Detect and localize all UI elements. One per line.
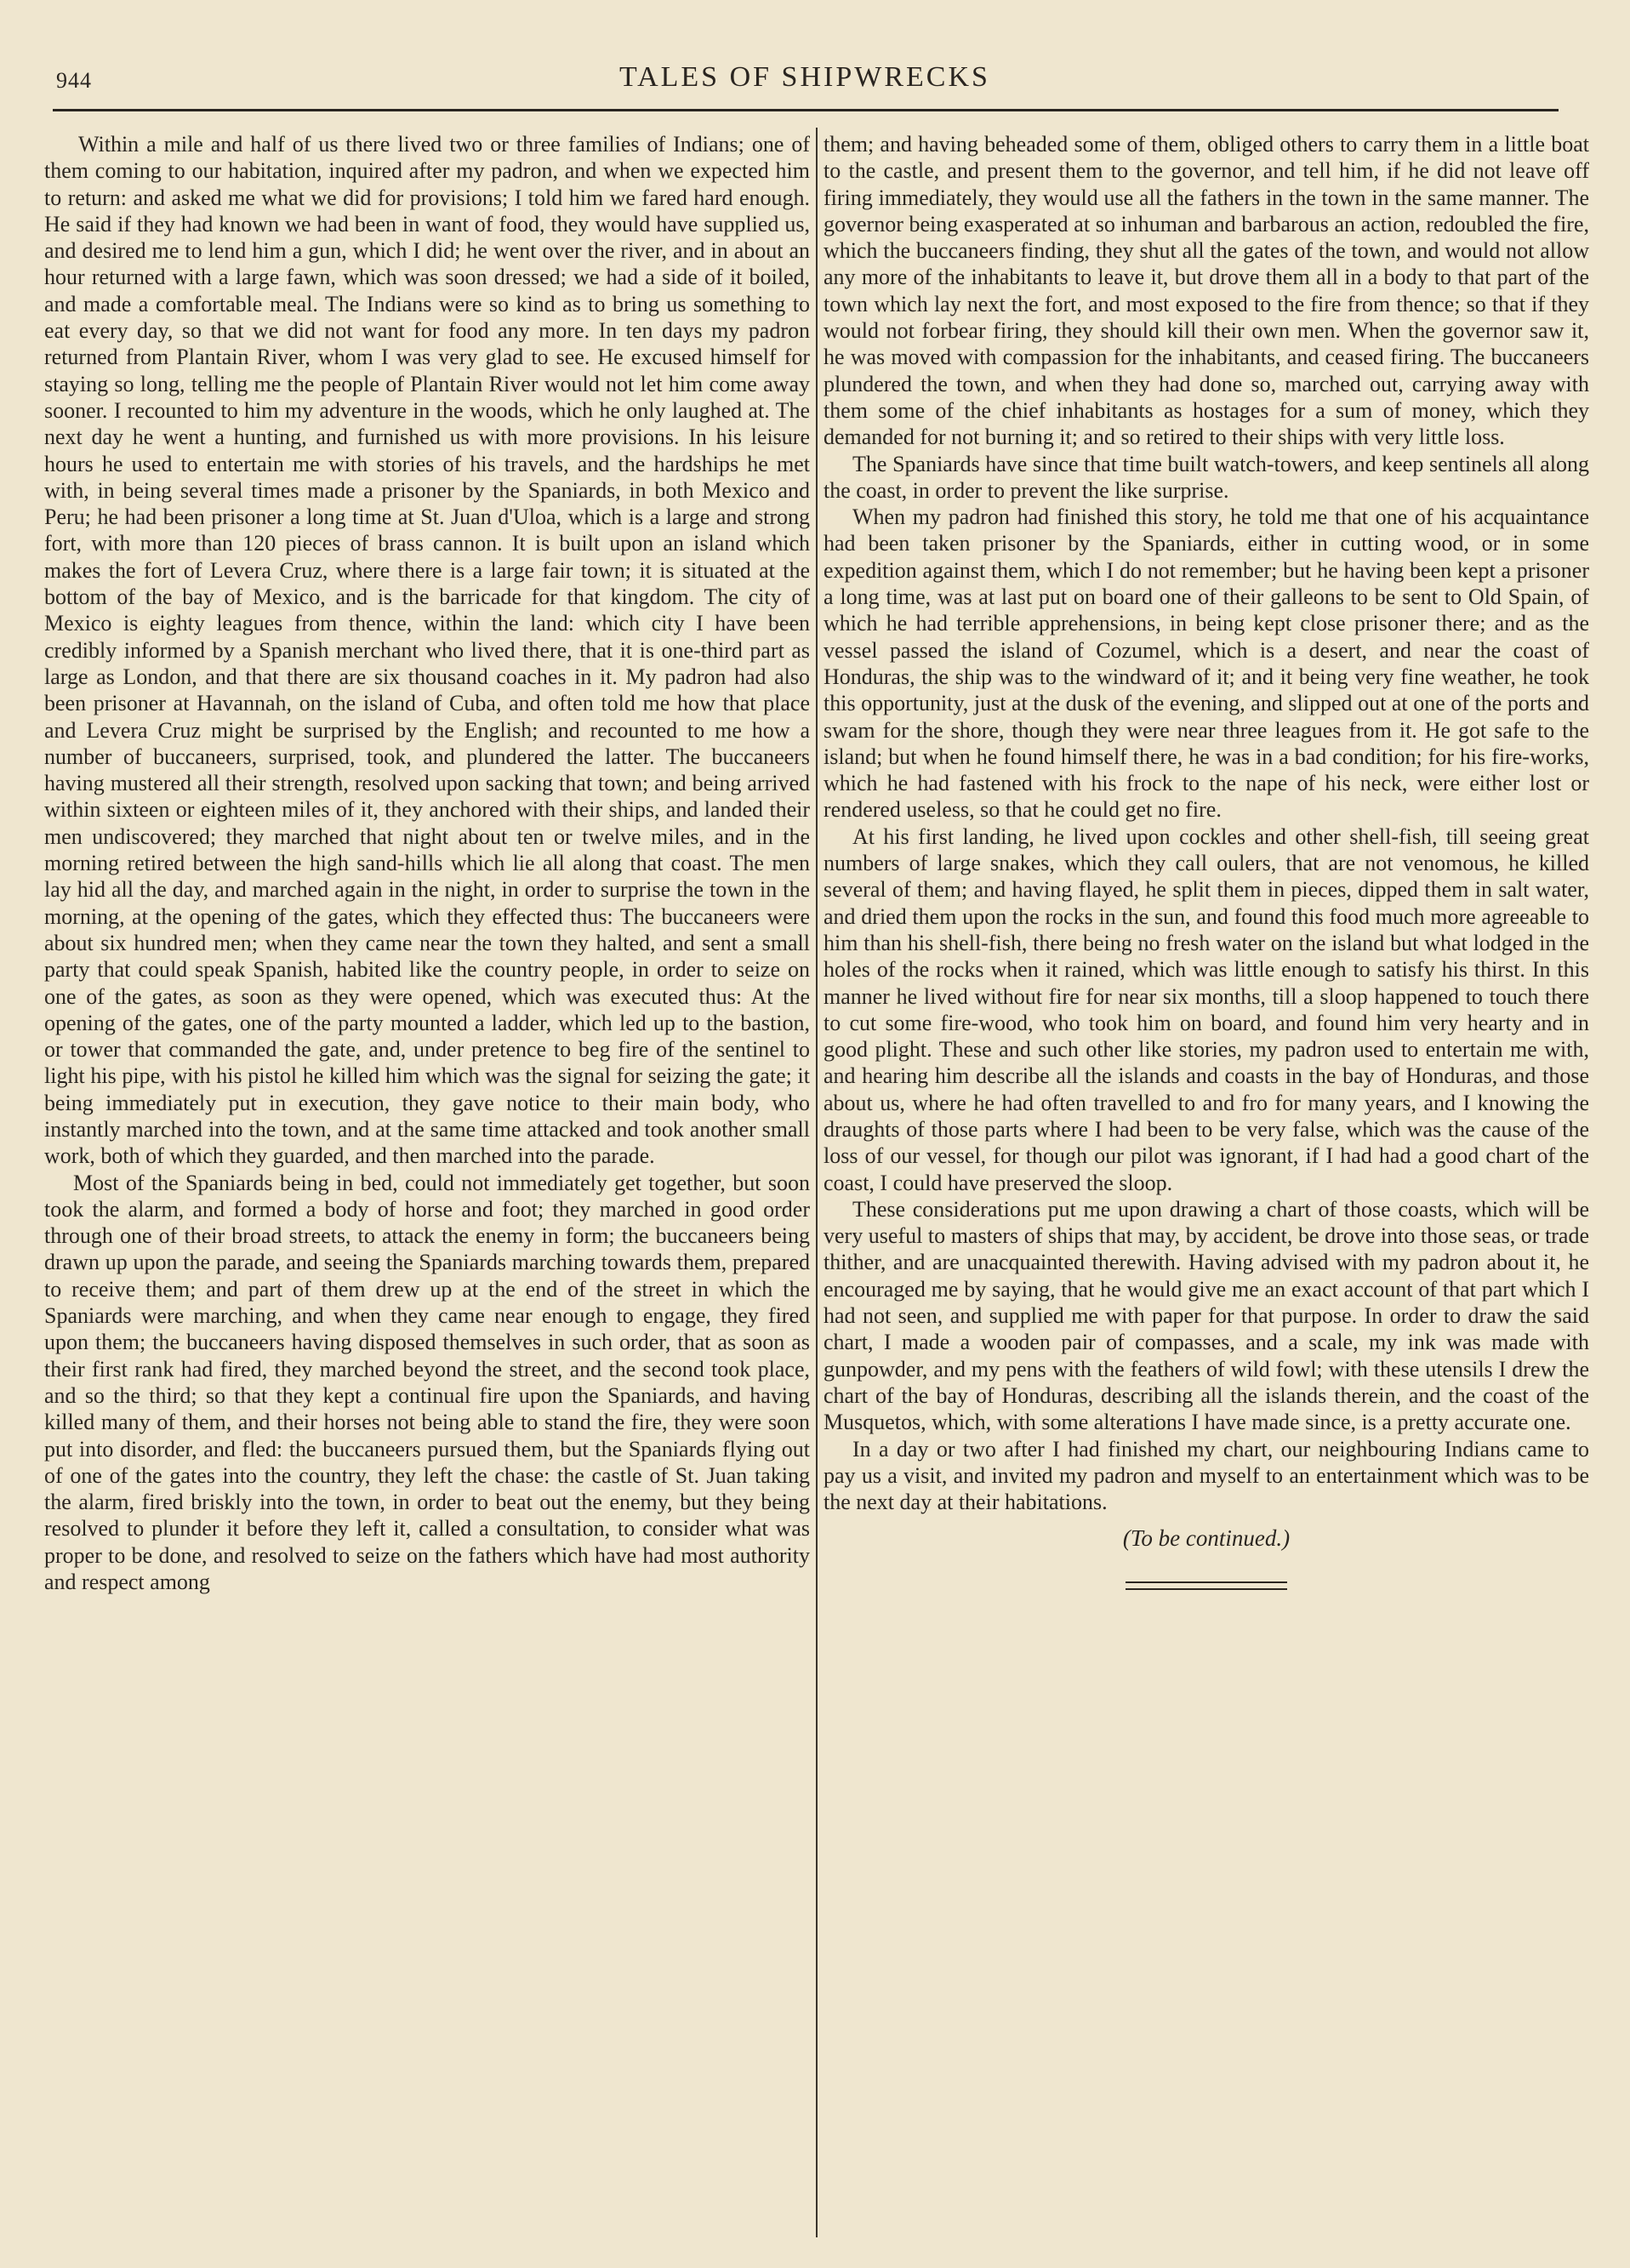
paragraph: In a day or two after I had finished my chart, our neighbouring Indians came to pay us a visit, and invited my padron and myself to an entertainment which was to be the next day at their habitations. (824, 1436, 1589, 1515)
left-column (44, 131, 810, 2241)
column-divider (816, 128, 818, 2237)
header-rule (53, 109, 1559, 111)
right-column (824, 131, 1589, 2241)
paragraph: Within a mile and half of us there lived two or three families of Indians; one of them coming to our habitation, inquired after my padron, and when we expected him to return: and asked me what we did for provisions; I told him we fared hard enough. He said if they had known we had been in want of food, they would have supplied us, and desired me to lend him a gun, which I did; he went over the river, and in about an hour returned with a large fawn, which was soon dressed; we had a side of it boiled, and made a comfortable meal. The Indians were so kind as to bring us something to eat every day, so that we did not want for food any more. In ten days my padron returned from Plantain River, whom I was very glad to see. He excused himself for staying so long, telling me the people of Plantain River would not let him come away sooner. I recounted to him my adventure in the woods, which he only laughed at. The next day he went a hunting, and furnished us with more provisions. In his leisure hours he used to entertain me with stories of his travels, and the hardships he met with, in being several times made a prisoner by the Spaniards, in both Mexico and Peru; he had been prisoner a long time at St. Juan d'Uloa, which is a large and strong fort, with more than 120 pieces of brass cannon. It is built upon an island which makes the fort of Levera Cruz, where there is a large fair town; it is situated at the bottom of the bay of Mexico, and is the barricade for that kingdom. The city of Mexico is eighty leagues from thence, within the land: which city I have been credibly informed by a Spanish merchant who lived there, that it is one-third part as large as London, and that there are six thousand coaches in it. My padron had also been prisoner at Havannah, on the island of Cuba, and often told me how that place and Levera Cruz might be surprised by the English; and recounted to me how a number of buccaneers, surprised, took, and plundered the latter. The buccaneers having mustered all their strength, resolved upon sacking that town; and being arrived within sixteen or eighteen miles of it, they anchored with their ships, and landed their men undiscovered; they marched that night about ten or twelve miles, and in the morning retired between the high sand-hills which lie all along that coast. The men lay hid all the day, and marched again in the night, in order to surprise the town in the morning, at the opening of the gates, which they effected thus: The buccaneers were about six hundred men; when they came near the town they halted, and sent a small party that could speak Spanish, habited like the country people, in order to seize on one of the gates, as soon as they were opened, which was executed thus: At the opening of the gates, one of the party mounted a ladder, which led up to the bastion, or tower that commanded the gate, and, under pretence to beg fire of the sentinel to light his pipe, with his pistol he killed him which was the signal for seizing the gate; it being immediately put in execution, they gave notice to their main body, who instantly marched into the town, and at the same time attacked and took another small work, both of which they guarded, and then marched into the parade. (44, 132, 810, 1169)
paragraph: At his first landing, he lived upon cockles and other shell-fish, till seeing great numbers of large snakes, which they call oulers, that are not venomous, he killed several of them; and having flayed, he split them in pieces, dipped them in salt water, and dried them upon the rocks in the sun, and found this food much more agreeable to him than his shell-fish, there being no fresh water on the island but what lodged in the holes of the rocks when it rained, which was little enough to satisfy his thirst. In this manner he lived without fire for near six months, till a sloop happened to touch there to cut some fire-wood, who took him on board, and found him very hearty and in good plight. These and such other like stories, my padron used to entertain me with, and hearing him describe all the islands and coasts in the bay of Honduras, and those about us, where he had often travelled to and fro for many years, and I knowing the draughts of those parts where I had been to be very false, which was the cause of the loss of our vessel, for though our pilot was ignorant, if I had had a good chart of the coast, I could have preserved the sloop. (824, 823, 1589, 1195)
end-rule (1126, 1581, 1287, 1590)
paragraph: These considerations put me upon drawing a chart of those coasts, which will be very useful to masters of ships that may, by accident, be drove into those seas, or trade thither, and are unacquainted therewith. Having advised with my padron about it, he encouraged me by saying, that he would give me an exact account of that part which I had not seen, and supplied me with paper for that purpose. In order to draw the said chart, I made a wooden pair of compasses, and a scale, my ink was made with gunpowder, and my pens with the feathers of wild fowl; with these utensils I drew the chart of the bay of Honduras, describing all the islands therein, and the coast of the Musquetos, which, with some alterations I have made since, is a pretty accurate one. (824, 1196, 1589, 1435)
to-be-continued: (To be continued.) (1122, 1525, 1291, 1552)
paragraph: Most of the Spaniards being in bed, could not immediately get together, but soon took the alarm, and formed a body of horse and foot; they marched in good order through one of their broad streets, to attack the enemy in form; the buccaneers being drawn up upon the parade, and seeing the Spaniards marching towards them, prepared to receive them; and part of them drew up at the end of the street in which the Spaniards were marching, and when they came near enough to engage, they fired upon them; the buccaneers having disposed themselves in such order, that as soon as their first rank had fired, they marched beyond the street, and the second took place, and so the third; so that they kept a continual fire upon the Spaniards, and having killed many of them, and their horses not being able to stand the fire, they were soon put into disorder, and fled: the buccaneers pursued them, but the Spaniards flying out of one of the gates into the country, they left the chase: the castle of St. Juan taking the alarm, fired briskly into the town, in order to beat out the enemy, but they being resolved to plunder it before they left it, called a consultation, to consider what was proper to be done, and resolved to seize on the fathers which have had most authority and respect among (44, 1170, 810, 1595)
paragraph: them; and having beheaded some of them, obliged others to carry them in a little boat to the castle, and present them to the governor, and tell him, if he did not leave off firing immediately, they would use all the fathers in the town in the same manner. The governor being exasperated at so inhuman and barbarous an action, redoubled the fire, which the buccaneers finding, they shut all the gates of the town, and would not allow any more of the inhabitants to leave it, but drove them all in a body to that part of the town which lay next the fort, and most exposed to the fire from thence; so that if they would not forbear firing, they should kill their own men. When the governor saw it, he was moved with compassion for the inhabitants, and ceased firing. The buccaneers plundered the town, and when they had done so, marched out, carrying away with them some of the chief inhabitants as hostages for a sum of money, which they demanded for not burning it; and so retired to their ships with very little loss. (824, 132, 1589, 450)
page-header (53, 60, 1557, 102)
paragraph: When my padron had finished this story, he told me that one of his acquaintance had been taken prisoner by the Spaniards, either in cutting wood, or in some expedition against them, which I do not remember; but he having been kept a prisoner a long time, was at last put on board one of their galleons to be sent to Old Spain, of which he had terrible apprehensions, in being kept close prisoner there; and as the vessel passed the island of Cozumel, which is a desert, and near the coast of Honduras, the ship was to the windward of it; and it being very fine weather, he took this opportunity, just at the dusk of the evening, and slipped out at one of the ports and swam for the shore, though they were near three leagues from it. He got safe to the island; but when he found himself there, he was in a bad condition; for his fire-works, which he had fastened with his frock to the nape of his neck, were either lost or rendered useless, so that he could get no fire. (824, 504, 1589, 823)
paragraph: The Spaniards have since that time built watch-towers, and keep sentinels all along the coast, in order to prevent the like surprise. (824, 451, 1589, 503)
running-title: TALES OF SHIPWRECKS (619, 61, 990, 93)
page-number: 944 (56, 68, 92, 93)
